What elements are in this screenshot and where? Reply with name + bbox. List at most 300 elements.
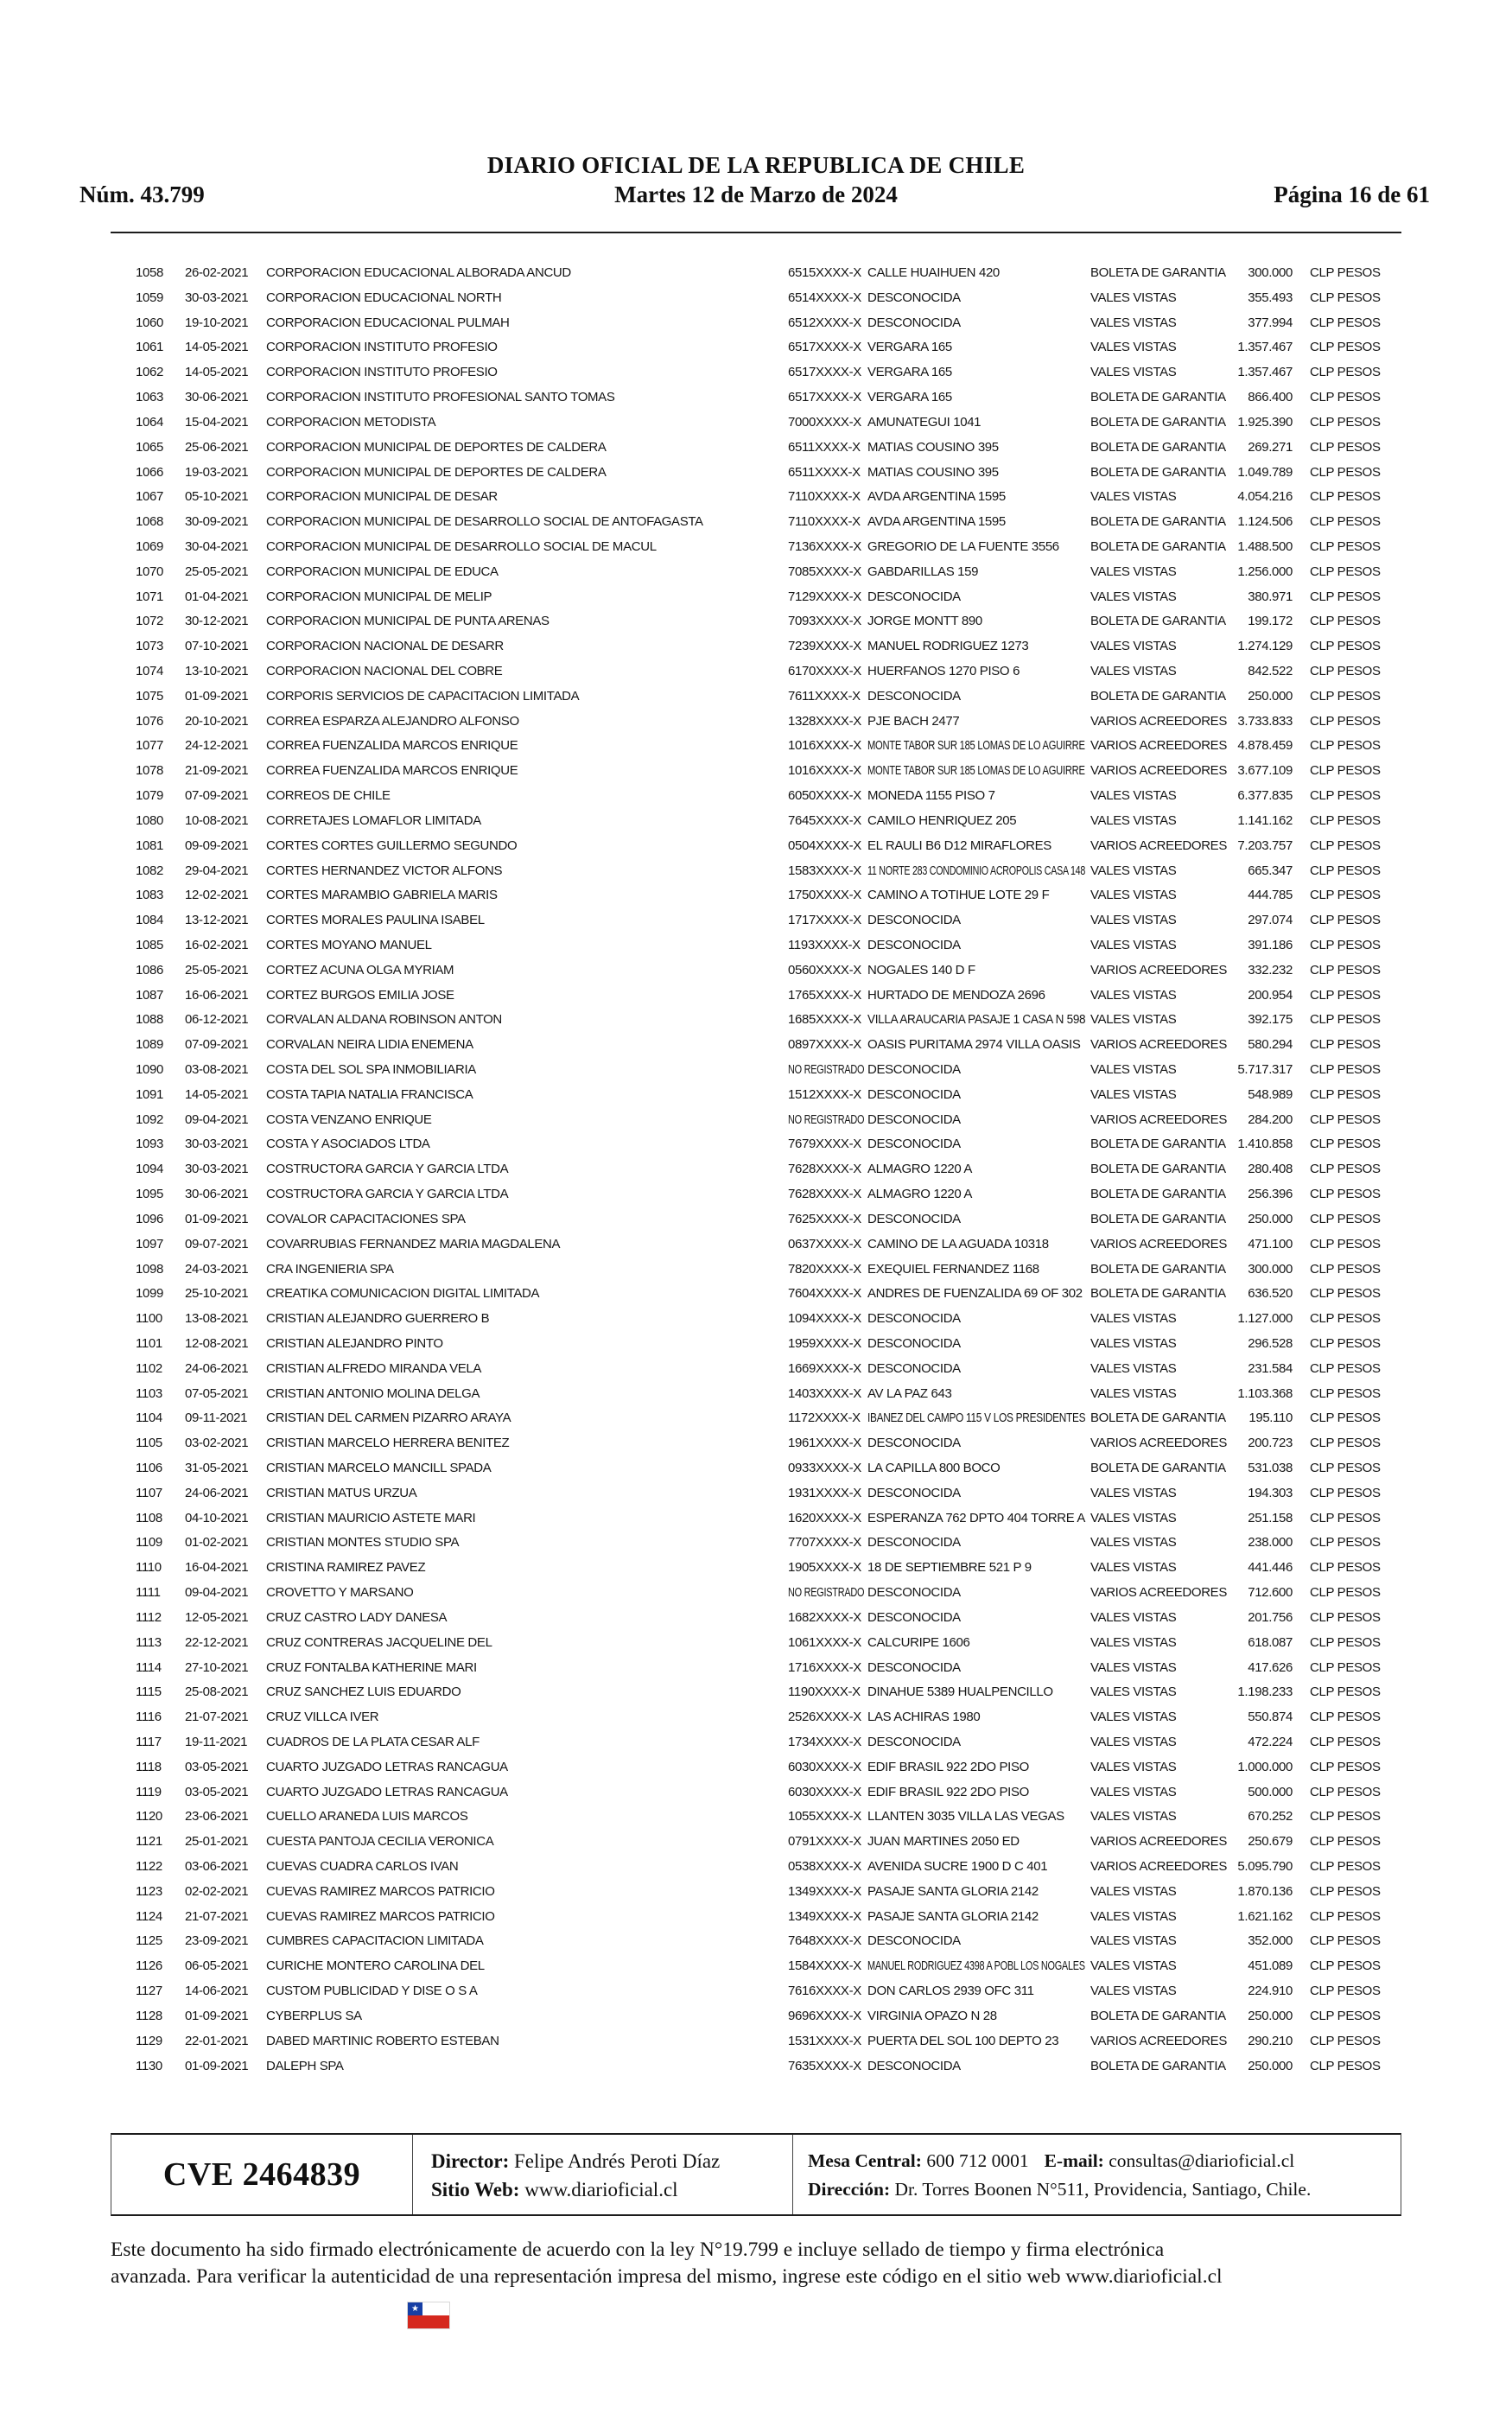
row-doc-type: VALES VISTAS (1090, 365, 1177, 380)
row-currency: CLP PESOS (1310, 1510, 1381, 1525)
row-id: 1512XXXX-X (788, 1086, 861, 1102)
row-id: 1190XXXX-X (788, 1684, 861, 1700)
row-date: 06-12-2021 (185, 1012, 249, 1028)
row-id: 1750XXXX-X (788, 888, 861, 903)
row-amount: 842.522 (1248, 664, 1293, 678)
table-row (0, 535, 1512, 560)
row-amount: 194.303 (1248, 1485, 1293, 1500)
row-doc-type: BOLETA DE GARANTIA (1090, 439, 1226, 455)
records-table (0, 261, 1512, 2079)
row-name: CORPORACION MUNICIPAL DE EDUCA (266, 564, 499, 579)
row-number: 1081 (136, 837, 163, 853)
row-doc-type: BOLETA DE GARANTIA (1090, 1187, 1226, 1202)
row-address: DESCONOCIDA (867, 913, 961, 928)
row-amount: 1.410.858 (1237, 1137, 1293, 1152)
row-amount: 548.989 (1248, 1086, 1293, 1102)
table-row (0, 1332, 1512, 1357)
table-row (0, 1008, 1512, 1033)
row-number: 1079 (136, 788, 163, 804)
row-name: CORPORACION NACIONAL DE DESARR (266, 639, 504, 654)
table-row (0, 2004, 1512, 2029)
row-currency: CLP PESOS (1310, 1684, 1381, 1700)
table-row (0, 685, 1512, 710)
table-row (0, 1855, 1512, 1880)
table-row (0, 436, 1512, 461)
row-address: VERGARA 165 (867, 340, 952, 355)
row-id: 7093XXXX-X (788, 614, 861, 629)
row-id: 6517XXXX-X (788, 390, 861, 405)
row-amount: 618.087 (1248, 1634, 1293, 1650)
row-doc-type: VALES VISTAS (1090, 1659, 1177, 1675)
row-id: 6511XXXX-X (788, 439, 861, 455)
table-row (0, 1058, 1512, 1083)
row-number: 1122 (136, 1859, 162, 1874)
row-name: CUADROS DE LA PLATA CESAR ALF (266, 1734, 480, 1749)
row-id: 7085XXXX-X (788, 564, 861, 579)
row-amount: 332.232 (1248, 962, 1293, 978)
row-address: EXEQUIEL FERNANDEZ 1168 (867, 1261, 1039, 1277)
row-date: 24-06-2021 (185, 1360, 249, 1376)
row-address: DON CARLOS 2939 OFC 311 (867, 1984, 1034, 1999)
row-date: 30-06-2021 (185, 390, 249, 405)
row-address: PASAJE SANTA GLORIA 2142 (867, 1883, 1039, 1899)
row-id: 1583XXXX-X (788, 863, 861, 878)
row-name: CUARTO JUZGADO LETRAS RANCAGUA (266, 1759, 508, 1774)
table-row (0, 1431, 1512, 1456)
row-amount: 5.717.317 (1237, 1062, 1293, 1077)
table-row (0, 634, 1512, 659)
table-row (0, 2054, 1512, 2079)
row-date: 22-12-2021 (185, 1634, 249, 1650)
row-name: CUEVAS RAMIREZ MARCOS PATRICIO (266, 1908, 495, 1924)
row-amount: 451.089 (1248, 1958, 1293, 1974)
row-id: 0504XXXX-X (788, 837, 861, 853)
row-doc-type: VALES VISTAS (1090, 340, 1177, 355)
row-name: CRISTIAN DEL CARMEN PIZARRO ARAYA (266, 1411, 511, 1426)
row-number: 1076 (136, 713, 163, 729)
row-date: 25-10-2021 (185, 1286, 249, 1302)
table-row (0, 1207, 1512, 1232)
row-doc-type: VALES VISTAS (1090, 564, 1177, 579)
row-date: 24-03-2021 (185, 1261, 249, 1277)
row-id: 7129XXXX-X (788, 589, 861, 604)
table-row (0, 1083, 1512, 1108)
row-id: NO REGISTRADO (788, 1111, 865, 1127)
row-number: 1093 (136, 1137, 163, 1152)
row-address: AVENIDA SUCRE 1900 D C 401 (867, 1859, 1048, 1874)
row-number: 1092 (136, 1111, 163, 1127)
footer-divider-2 (792, 2135, 793, 2214)
row-currency: CLP PESOS (1310, 290, 1381, 305)
row-id: 2526XXXX-X (788, 1710, 861, 1725)
row-id: 7635XXXX-X (788, 2058, 861, 2073)
row-name: CORPORACION INSTITUTO PROFESIO (266, 365, 498, 380)
row-number: 1127 (136, 1984, 162, 1999)
table-row (0, 1581, 1512, 1606)
row-address: PJE BACH 2477 (867, 713, 960, 729)
row-date: 23-06-2021 (185, 1809, 249, 1825)
row-address: LAS ACHIRAS 1980 (867, 1710, 981, 1725)
row-name: CRISTIAN MONTES STUDIO SPA (266, 1535, 460, 1551)
row-date: 01-09-2021 (185, 688, 249, 704)
chile-flag-icon (408, 2302, 449, 2328)
row-date: 30-03-2021 (185, 290, 249, 305)
table-row (0, 784, 1512, 809)
row-address: GABDARILLAS 159 (867, 564, 979, 579)
row-number: 1108 (136, 1510, 162, 1525)
row-name: COVARRUBIAS FERNANDEZ MARIA MAGDALENA (266, 1236, 561, 1251)
row-name: CORPORACION MUNICIPAL DE DESARROLLO SOCIAL DE MACUL (266, 538, 657, 554)
row-id: 1734XXXX-X (788, 1734, 861, 1749)
row-name: CORPORACION MUNICIPAL DE DEPORTES DE CALDERA (266, 439, 607, 455)
row-number: 1091 (136, 1086, 163, 1102)
row-currency: CLP PESOS (1310, 1634, 1381, 1650)
row-date: 21-09-2021 (185, 763, 249, 779)
row-id: 0637XXXX-X (788, 1236, 861, 1251)
table-row (0, 1656, 1512, 1681)
row-amount: 712.600 (1248, 1585, 1293, 1601)
row-amount: 280.408 (1248, 1162, 1293, 1177)
row-date: 10-08-2021 (185, 812, 249, 828)
row-address: ANDRES DE FUENZALIDA 69 OF 302 (867, 1286, 1083, 1302)
row-address: MONEDA 1155 PISO 7 (867, 788, 995, 804)
row-amount: 4.878.459 (1237, 738, 1293, 754)
row-date: 01-04-2021 (185, 589, 249, 604)
table-row (0, 984, 1512, 1009)
table-row (0, 485, 1512, 510)
row-number: 1114 (136, 1659, 162, 1675)
row-address: DESCONOCIDA (867, 937, 961, 952)
row-doc-type: VARIOS ACREEDORES (1090, 1834, 1227, 1850)
row-name: CORPORACION NACIONAL DEL COBRE (266, 664, 503, 678)
row-date: 02-02-2021 (185, 1883, 249, 1899)
row-doc-type: BOLETA DE GARANTIA (1090, 1137, 1226, 1152)
row-currency: CLP PESOS (1310, 1710, 1381, 1725)
row-amount: 1.103.368 (1237, 1385, 1293, 1401)
legal-line-2: avanzada. Para verificar la autenticidad de una representación impresa del mismo, ingrese este código en el sitio web www.diarioficial.cl (111, 2265, 1223, 2288)
row-number: 1068 (136, 514, 163, 530)
row-date: 07-10-2021 (185, 639, 249, 654)
row-doc-type: VALES VISTAS (1090, 1759, 1177, 1774)
row-id: 1094XXXX-X (788, 1311, 861, 1327)
issue-number: Núm. 43.799 (79, 182, 205, 207)
row-date: 25-01-2021 (185, 1834, 249, 1850)
row-name: CUMBRES CAPACITACION LIMITADA (266, 1933, 484, 1949)
table-row (0, 710, 1512, 735)
table-row (0, 2029, 1512, 2054)
row-id: 6514XXXX-X (788, 290, 861, 305)
row-doc-type: VALES VISTAS (1090, 1908, 1177, 1924)
table-row (0, 510, 1512, 535)
header-divider (111, 232, 1401, 233)
row-id: 1172XXXX-X (788, 1411, 861, 1426)
row-date: 15-04-2021 (185, 414, 249, 430)
row-name: COSTA TAPIA NATALIA FRANCISCA (266, 1086, 473, 1102)
row-doc-type: VALES VISTAS (1090, 1311, 1177, 1327)
row-amount: 471.100 (1248, 1236, 1293, 1251)
row-id: 1717XXXX-X (788, 913, 861, 928)
row-address: DESCONOCIDA (867, 1933, 961, 1949)
row-id: 1193XXXX-X (788, 937, 861, 952)
table-row (0, 1382, 1512, 1407)
row-address: MONTE TABOR SUR 185 LOMAS DE LO AGUIRRE (867, 738, 1085, 754)
table-row (0, 933, 1512, 958)
row-doc-type: VALES VISTAS (1090, 987, 1177, 1003)
row-name: CORPORACION EDUCACIONAL ALBORADA ANCUD (266, 265, 571, 280)
row-id: 7000XXXX-X (788, 414, 861, 430)
row-date: 09-09-2021 (185, 837, 249, 853)
row-doc-type: VARIOS ACREEDORES (1090, 1236, 1227, 1251)
row-id: 7707XXXX-X (788, 1535, 861, 1551)
table-row (0, 335, 1512, 360)
row-id: 7628XXXX-X (788, 1187, 861, 1202)
row-date: 06-05-2021 (185, 1958, 249, 1974)
row-amount: 201.756 (1248, 1609, 1293, 1625)
row-address: AV LA PAZ 643 (867, 1385, 952, 1401)
row-name: COSTA VENZANO ENRIQUE (266, 1111, 432, 1127)
row-doc-type: VALES VISTAS (1090, 290, 1177, 305)
table-row (0, 609, 1512, 634)
gazette-date: Martes 12 de Marzo de 2024 (614, 182, 898, 207)
row-number: 1120 (136, 1809, 162, 1825)
row-number: 1095 (136, 1187, 163, 1202)
row-date: 27-10-2021 (185, 1659, 249, 1675)
row-currency: CLP PESOS (1310, 1286, 1381, 1302)
row-currency: CLP PESOS (1310, 1759, 1381, 1774)
row-doc-type: VALES VISTAS (1090, 1883, 1177, 1899)
table-row (0, 1954, 1512, 1979)
row-doc-type: VALES VISTAS (1090, 639, 1177, 654)
row-number: 1084 (136, 913, 163, 928)
row-number: 1067 (136, 489, 163, 505)
row-number: 1094 (136, 1162, 163, 1177)
row-date: 07-05-2021 (185, 1385, 249, 1401)
table-row (0, 659, 1512, 685)
row-amount: 1.870.136 (1237, 1883, 1293, 1899)
row-name: CORPORACION MUNICIPAL DE MELIP (266, 589, 492, 604)
row-address: DESCONOCIDA (867, 1485, 961, 1500)
row-currency: CLP PESOS (1310, 1411, 1381, 1426)
row-name: CORTES MARAMBIO GABRIELA MARIS (266, 888, 498, 903)
row-id: 1055XXXX-X (788, 1809, 861, 1825)
row-doc-type: VALES VISTAS (1090, 1784, 1177, 1799)
row-name: CORTES HERNANDEZ VICTOR ALFONS (266, 863, 503, 878)
row-address: NOGALES 140 D F (867, 962, 975, 978)
row-date: 14-05-2021 (185, 1086, 249, 1102)
row-doc-type: VALES VISTAS (1090, 937, 1177, 952)
table-row (0, 1357, 1512, 1382)
row-number: 1124 (136, 1908, 162, 1924)
table-row (0, 1606, 1512, 1631)
row-currency: CLP PESOS (1310, 837, 1381, 853)
row-id: 0791XXXX-X (788, 1834, 861, 1850)
row-name: CORPORACION INSTITUTO PROFESIONAL SANTO TOMAS (266, 390, 615, 405)
row-number: 1118 (136, 1759, 162, 1774)
row-doc-type: VALES VISTAS (1090, 788, 1177, 804)
row-address: PUERTA DEL SOL 100 DEPTO 23 (867, 2033, 1059, 2048)
row-currency: CLP PESOS (1310, 464, 1381, 480)
website-label: Sitio Web: (431, 2179, 520, 2200)
row-amount: 1.141.162 (1237, 812, 1293, 828)
row-number: 1121 (136, 1834, 162, 1850)
row-doc-type: VALES VISTAS (1090, 1710, 1177, 1725)
row-name: CORPORIS SERVICIOS DE CAPACITACION LIMITADA (266, 688, 580, 704)
row-address: DESCONOCIDA (867, 1535, 961, 1551)
flag-red-stripe (408, 2315, 449, 2328)
row-name: CORPORACION INSTITUTO PROFESIO (266, 340, 498, 355)
row-id: 7628XXXX-X (788, 1162, 861, 1177)
row-id: 7110XXXX-X (788, 489, 861, 505)
row-date: 19-03-2021 (185, 464, 249, 480)
row-number: 1085 (136, 937, 163, 952)
table-row (0, 1805, 1512, 1830)
table-row (0, 1755, 1512, 1780)
row-doc-type: VALES VISTAS (1090, 664, 1177, 678)
row-name: CUARTO JUZGADO LETRAS RANCAGUA (266, 1784, 508, 1799)
row-address: ESPERANZA 762 DPTO 404 TORRE A (867, 1510, 1085, 1525)
row-amount: 5.095.790 (1237, 1859, 1293, 1874)
row-address: AVDA ARGENTINA 1595 (867, 514, 1006, 530)
row-address: EDIF BRASIL 922 2DO PISO (867, 1759, 1029, 1774)
row-address: AMUNATEGUI 1041 (867, 414, 982, 430)
row-date: 09-04-2021 (185, 1111, 249, 1127)
row-currency: CLP PESOS (1310, 1958, 1381, 1974)
row-date: 19-11-2021 (185, 1734, 248, 1749)
row-name: CORPORACION METODISTA (266, 414, 436, 430)
row-name: CYBERPLUS SA (266, 2008, 362, 2023)
row-number: 1062 (136, 365, 163, 380)
row-name: CRUZ VILLCA IVER (266, 1710, 379, 1725)
row-number: 1110 (136, 1560, 162, 1576)
row-currency: CLP PESOS (1310, 1436, 1381, 1451)
row-currency: CLP PESOS (1310, 1535, 1381, 1551)
row-address: CALCURIPE 1606 (867, 1634, 970, 1650)
row-currency: CLP PESOS (1310, 688, 1381, 704)
row-currency: CLP PESOS (1310, 1111, 1381, 1127)
row-date: 25-08-2021 (185, 1684, 249, 1700)
phone-email-line (808, 2147, 1311, 2175)
row-currency: CLP PESOS (1310, 1385, 1381, 1401)
row-doc-type: VALES VISTAS (1090, 812, 1177, 828)
row-date: 14-05-2021 (185, 340, 249, 355)
row-doc-type: VALES VISTAS (1090, 1560, 1177, 1576)
row-number: 1105 (136, 1436, 162, 1451)
row-name: CREATIKA COMUNICACION DIGITAL LIMITADA (266, 1286, 540, 1302)
row-id: 7616XXXX-X (788, 1984, 861, 1999)
row-address: AVDA ARGENTINA 1595 (867, 489, 1006, 505)
row-address: EL RAULI B6 D12 MIRAFLORES (867, 837, 1051, 853)
row-date: 14-05-2021 (185, 365, 249, 380)
row-id: 6511XXXX-X (788, 464, 861, 480)
row-number: 1090 (136, 1062, 163, 1077)
row-address: HURTADO DE MENDOZA 2696 (867, 987, 1045, 1003)
row-amount: 500.000 (1248, 1784, 1293, 1799)
row-number: 1129 (136, 2033, 162, 2048)
row-date: 12-08-2021 (185, 1335, 249, 1351)
row-currency: CLP PESOS (1310, 1236, 1381, 1251)
row-doc-type: BOLETA DE GARANTIA (1090, 1411, 1226, 1426)
row-date: 01-09-2021 (185, 2008, 249, 2023)
row-currency: CLP PESOS (1310, 2033, 1381, 2048)
row-doc-type: BOLETA DE GARANTIA (1090, 514, 1226, 530)
row-id: 1716XXXX-X (788, 1659, 861, 1675)
director-block (431, 2147, 720, 2204)
row-date: 13-10-2021 (185, 664, 249, 678)
table-row (0, 1132, 1512, 1157)
row-doc-type: VARIOS ACREEDORES (1090, 1037, 1227, 1053)
table-row (0, 1830, 1512, 1855)
row-currency: CLP PESOS (1310, 1461, 1381, 1475)
row-date: 29-04-2021 (185, 863, 249, 878)
row-date: 24-12-2021 (185, 738, 249, 754)
row-number: 1112 (136, 1609, 162, 1625)
row-amount: 3.733.833 (1237, 713, 1293, 729)
row-currency: CLP PESOS (1310, 414, 1381, 430)
table-row (0, 560, 1512, 585)
row-id: 1328XXXX-X (788, 713, 861, 729)
legal-notice (111, 2237, 1401, 2290)
table-row (0, 1506, 1512, 1532)
row-name: CUESTA PANTOJA CECILIA VERONICA (266, 1834, 494, 1850)
row-date: 30-03-2021 (185, 1162, 249, 1177)
row-number: 1126 (136, 1958, 162, 1974)
row-id: 7136XXXX-X (788, 538, 861, 554)
row-number: 1061 (136, 340, 163, 355)
row-doc-type: VALES VISTAS (1090, 1734, 1177, 1749)
row-id: 1961XXXX-X (788, 1436, 861, 1451)
row-number: 1096 (136, 1211, 163, 1226)
row-amount: 580.294 (1248, 1037, 1293, 1053)
row-amount: 1.000.000 (1237, 1759, 1293, 1774)
row-number: 1072 (136, 614, 163, 629)
row-number: 1128 (136, 2008, 162, 2023)
row-doc-type: VALES VISTAS (1090, 913, 1177, 928)
row-address: DESCONOCIDA (867, 1585, 961, 1601)
row-id: 7604XXXX-X (788, 1286, 861, 1302)
row-name: CORREA ESPARZA ALEJANDRO ALFONSO (266, 713, 519, 729)
row-name: CRA INGENIERIA SPA (266, 1261, 394, 1277)
table-row (0, 1730, 1512, 1755)
row-date: 09-11-2021 (185, 1411, 248, 1426)
row-address: MANUEL RODRIGUEZ 1273 (867, 639, 1029, 654)
row-doc-type: VARIOS ACREEDORES (1090, 713, 1227, 729)
table-row (0, 859, 1512, 884)
row-currency: CLP PESOS (1310, 1012, 1381, 1028)
row-doc-type: BOLETA DE GARANTIA (1090, 614, 1226, 629)
row-currency: CLP PESOS (1310, 315, 1381, 330)
row-name: CORTEZ BURGOS EMILIA JOSE (266, 987, 454, 1003)
row-name: CRUZ CONTRERAS JACQUELINE DEL (266, 1634, 492, 1650)
table-row (0, 261, 1512, 286)
row-doc-type: BOLETA DE GARANTIA (1090, 1211, 1226, 1226)
row-currency: CLP PESOS (1310, 639, 1381, 654)
phone-number: 600 712 0001 (926, 2150, 1029, 2171)
row-date: 01-02-2021 (185, 1535, 249, 1551)
row-currency: CLP PESOS (1310, 538, 1381, 554)
row-amount: 392.175 (1248, 1012, 1293, 1028)
table-row (0, 1182, 1512, 1207)
row-id: 0560XXXX-X (788, 962, 861, 978)
row-name: CORREOS DE CHILE (266, 788, 391, 804)
row-address: IBANEZ DEL CAMPO 115 V LOS PRESIDENTES (867, 1411, 1086, 1426)
row-name: CORPORACION EDUCACIONAL NORTH (266, 290, 502, 305)
email-label: E-mail: (1044, 2150, 1104, 2171)
row-doc-type: BOLETA DE GARANTIA (1090, 2058, 1226, 2073)
row-id: 7110XXXX-X (788, 514, 861, 530)
row-doc-type: BOLETA DE GARANTIA (1090, 1261, 1226, 1277)
row-doc-type: VALES VISTAS (1090, 1510, 1177, 1525)
row-amount: 377.994 (1248, 315, 1293, 330)
